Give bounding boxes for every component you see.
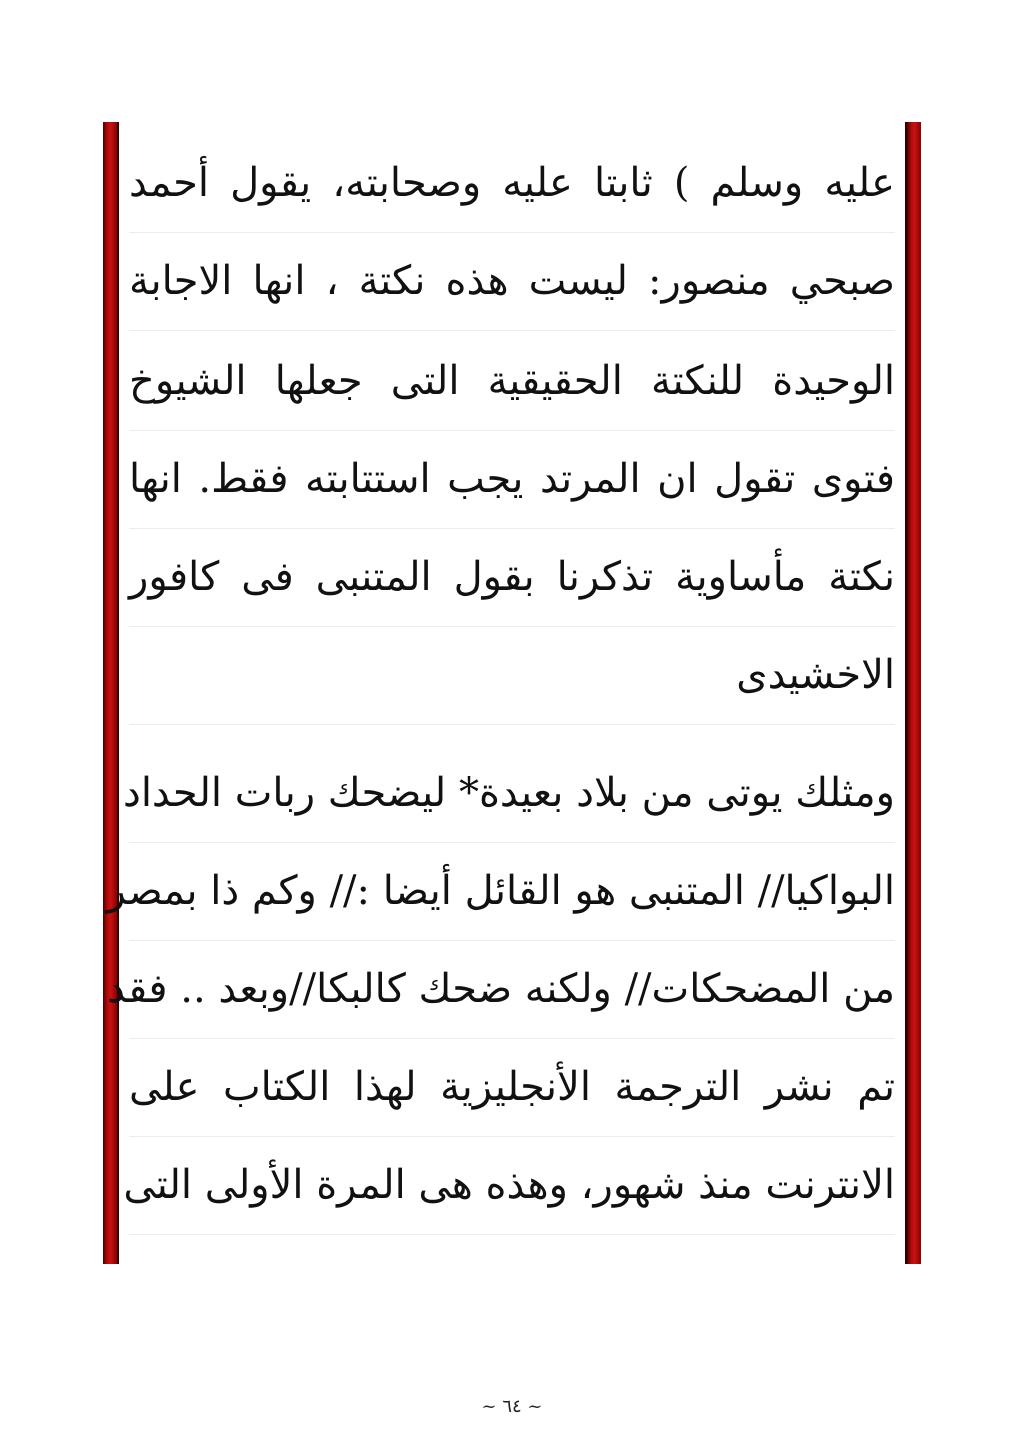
text-line-11: الانترنت منذ شهور، وهذه هى المرة الأولى التى [129,1136,895,1235]
left-border-line [117,122,119,1264]
text-line-10: تم نشر الترجمة الأنجليزية لهذا الكتاب على [129,1038,895,1137]
text-line-8: البواكيا// المتنبى هو القائل أيضا :// وكم ذا بمصر [129,842,895,941]
text-line-5: نكتة مأساوية تذكرنا بقول المتنبى فى كافور [129,528,895,627]
right-border [907,122,921,1264]
text-line-2: صبحي منصور: ليست هذه نكتة ، انها الاجابة [129,232,895,331]
left-border [103,122,117,1264]
right-border-line [905,122,907,1264]
text-line-7: ومثلك يوتى من بلاد بعيدة* ليضحك ربات الحداد [129,744,895,843]
text-line-9: من المضحكات// ولكنه ضحك كالبكا//وبعد .. فقد [129,940,895,1039]
text-line-3: الوحيدة للنكتة الحقيقية التى جعلها الشيوخ [129,332,895,431]
text-line-6: الاخشيدى [129,626,895,725]
text-line-1: عليه وسلم ) ثابتا عليه وصحابته، يقول أحمد [129,134,895,233]
body-text [106,122,895,1264]
page-number: ~ ٦٤ ~ [481,1396,543,1417]
text-line-4: فتوى تقول ان المرتد يجب استتابته فقط. انها [129,430,895,529]
page-frame [103,122,921,1264]
